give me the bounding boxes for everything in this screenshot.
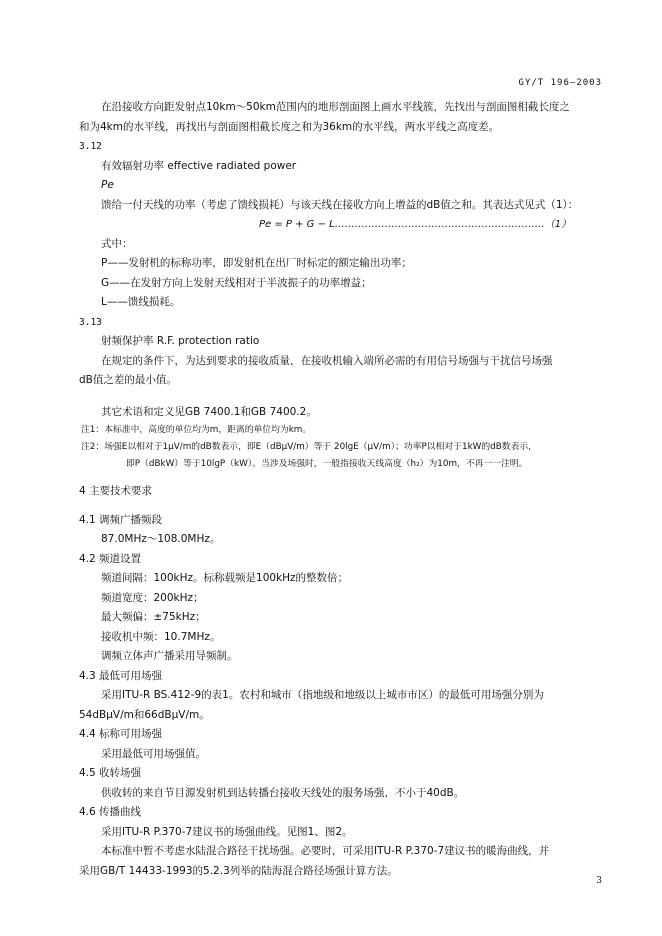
paragraph-line: 和为4km的水平线，再找出与剖面图相截长度之和为36km的水平线，两水平线之高度差。	[79, 120, 500, 133]
paragraph-line: 采用GB/T 14433-1993的5.2.3列举的陆海混合路径场强计算方法。	[79, 864, 398, 877]
other-terms-paragraph: 其它术语和定义见GB 7400.1和GB 7400.2。	[101, 405, 317, 418]
paragraph-line: 采用ITU-R BS.412-9的表1。农村和城市（指地级和地级以上城市市区）的最低可用场强分别为	[101, 689, 544, 701]
term-definition: 在规定的条件下，为达到要求的接收质量，在接收机输入端所必需的有用信号场强与干扰信号场强	[101, 354, 553, 367]
variable-definition: G——在发射方向上发射天线相对于半波振子的功率增益；	[101, 276, 372, 289]
paragraph-line: 调频立体声广播采用导频制。	[101, 650, 238, 662]
document-body	[79, 98, 599, 881]
note-2-continued: 即P（dBkW）等于10lgP（kW）。当涉及场强时，一般指接收天线高度（h₂）为10m，不再一一注明。	[126, 459, 528, 469]
subsection-heading: 4.5 收转场强	[79, 767, 142, 779]
section-number: 3.13	[79, 316, 102, 328]
section-heading: 4 主要技术要求	[79, 485, 153, 497]
subsection-heading: 4.4 标称可用场强	[79, 728, 163, 740]
paragraph-line: 采用最低可用场强值。	[101, 747, 206, 760]
paragraph-line: 在沿接收方向距发射点10km～50km范围内的地形剖面图上画水平线簇，先找出与剖面图相截长度之	[101, 101, 570, 113]
note-1: 注1：本标准中，高度的单位均为m，距离的单位均为km。	[81, 425, 312, 435]
subsection-heading: 4.2 频道设置	[79, 552, 142, 565]
paragraph-line: 87.0MHz～108.0MHz。	[101, 533, 221, 545]
section-number: 3.12	[79, 141, 102, 152]
formula-line: Pe = P + G − L………………………………………………………（1）	[259, 219, 572, 230]
term-definition: dB值之差的最小值。	[79, 374, 177, 386]
variable-definition: L——馈线损耗。	[101, 296, 181, 308]
paragraph-line: 接收机中频：10.7MHz。	[101, 630, 221, 643]
paragraph-line: 供收转的来自节目源发射机到达转播台接收天线处的服务场强，不小于40dB。	[101, 786, 465, 799]
paragraph-line: 最大频偏：±75kHz；	[101, 611, 206, 623]
term-symbol: Pe	[101, 179, 114, 191]
subsection-heading: 4.1 调频广播频段	[79, 513, 163, 526]
variable-definition: P——发射机的标称功率，即发射机在出厂时标定的额定输出功率；	[101, 257, 412, 269]
standard-code-header: GY/T 196—2003	[518, 78, 602, 88]
term-definition: 馈给一付天线的功率（考虑了馈线损耗）与该天线在接收方向上增益的dB值之和。其表达式见式（1）：	[101, 198, 579, 211]
where-label: 式中：	[101, 237, 133, 250]
paragraph-line: 本标准中暂不考虑水陆混合路径干扰场强。必要时，可采用ITU-R P.370-7建议书的暖海曲线，并	[101, 845, 550, 857]
subsection-heading: 4.6 传播曲线	[79, 806, 142, 818]
paragraph-line: 54dBμV/m和66dBμV/m。	[79, 708, 210, 721]
term-title: 有效辐射功率 effective radiated power	[101, 159, 297, 172]
subsection-heading: 4.3 最低可用场强	[79, 669, 163, 682]
term-title: 射频保护率 R.F. protection ratio	[101, 335, 260, 347]
paragraph-line: 频道间隔：100kHz。标称载频是100kHz的整数倍；	[101, 572, 349, 584]
page-number: 3	[596, 876, 602, 886]
note-2: 注2：场强E以相对于1μV/m的dB数表示，即E（dBμV/m）等于 20lgE（μV/m）；功率P以相对于1kW的dB数表示，	[81, 442, 537, 452]
paragraph-line: 频道宽度：200kHz；	[101, 591, 204, 604]
paragraph-line: 采用ITU-R P.370-7建议书的场强曲线。见图1、图2。	[101, 825, 353, 838]
